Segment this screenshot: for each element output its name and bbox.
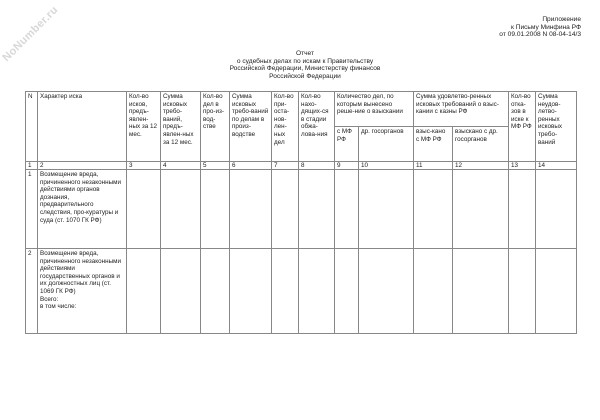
row-claim-text: Возмещение вреда, причиненного незаконными действиями государственных органов и их должностных лиц (ст. 1069 ГК РФ) bbox=[40, 250, 121, 295]
cell bbox=[127, 249, 161, 334]
appendix-line: к Письму Минфина РФ bbox=[510, 23, 581, 31]
table-row bbox=[26, 170, 577, 249]
appendix-note bbox=[499, 16, 581, 39]
cell bbox=[201, 170, 230, 249]
col-number: 9 bbox=[335, 162, 359, 170]
table-row bbox=[26, 249, 577, 334]
header-c13: Кол-во отка-зов в иске к МФ РФ bbox=[509, 92, 536, 162]
row-including-label: в том числе: bbox=[40, 303, 77, 311]
cell bbox=[359, 170, 414, 249]
col-number: 10 bbox=[359, 162, 414, 170]
cell bbox=[161, 249, 201, 334]
cell bbox=[359, 249, 414, 334]
cell bbox=[299, 249, 335, 334]
cell bbox=[161, 170, 201, 249]
col-number: 8 bbox=[299, 162, 335, 170]
header-claim-type: Характер иска bbox=[38, 92, 127, 162]
row-claim-type: Возмещение вреда, причиненного незаконными действиями органов дознания, предварительного следствия, про-куратуры и суда (ст. 1070 ГК РФ) bbox=[38, 170, 127, 249]
report-table bbox=[25, 91, 577, 334]
cell bbox=[335, 170, 359, 249]
cell bbox=[230, 249, 272, 334]
appendix-line: Приложение bbox=[542, 16, 581, 23]
row-number: 1 bbox=[26, 170, 38, 249]
col-number: 5 bbox=[201, 162, 230, 170]
col-number: 12 bbox=[453, 162, 509, 170]
header-c7: Кол-во при-оста-нов-лен-ных дел bbox=[272, 92, 299, 162]
header-c11: взыс-кано с МФ РФ bbox=[414, 127, 453, 162]
header-c14: Сумма неудов-летво-ренных исковых требо-ваний bbox=[536, 92, 577, 162]
col-number: 1 bbox=[26, 162, 38, 170]
title-line: Отчет bbox=[295, 50, 315, 57]
cell bbox=[201, 249, 230, 334]
cell bbox=[299, 170, 335, 249]
header-c4: Сумма исковых требо-ваний, предъ-явлен-ных за 12 мес. bbox=[161, 92, 201, 162]
header-c12: взыскано с др. госорганов bbox=[453, 127, 509, 162]
col-number: 13 bbox=[509, 162, 536, 170]
cell bbox=[127, 170, 161, 249]
cell bbox=[453, 249, 509, 334]
cell bbox=[414, 170, 453, 249]
cell bbox=[536, 249, 577, 334]
title-line: о судебных делах по искам к Правительству bbox=[236, 57, 374, 65]
cell bbox=[453, 170, 509, 249]
header-c10: др. госорганов bbox=[359, 127, 414, 162]
column-number-row bbox=[26, 162, 577, 170]
cell bbox=[509, 249, 536, 334]
title-line: Российской Федерации, Министерству финансов bbox=[229, 65, 381, 73]
header-group-decisions: Количество дел, по которым вынесено реше-ние о взыскании bbox=[335, 92, 414, 127]
watermark: NoNumber.ru bbox=[0, 3, 61, 65]
row-claim-type bbox=[38, 249, 127, 334]
cell bbox=[509, 170, 536, 249]
header-c6: Сумма исковых требо-ваний по делам в произ-водстве bbox=[230, 92, 272, 162]
cell bbox=[272, 249, 299, 334]
col-number: 11 bbox=[414, 162, 453, 170]
header-c5: Кол-во дел в про-из-вод-стве bbox=[201, 92, 230, 162]
header-c3: Кол-во исков, предъ-явлен-ных за 12 мес. bbox=[127, 92, 161, 162]
row-total-label: Всего: bbox=[40, 295, 59, 303]
header-c9: с МФ РФ bbox=[335, 127, 359, 162]
row-number: 2 bbox=[26, 249, 38, 334]
col-number: 2 bbox=[38, 162, 127, 170]
header-row bbox=[26, 92, 577, 127]
col-number: 4 bbox=[161, 162, 201, 170]
header-c8: Кол-во нахо-дящих-ся в стадии обжа-лова-ния bbox=[299, 92, 335, 162]
report-title bbox=[220, 50, 390, 80]
col-number: 3 bbox=[127, 162, 161, 170]
col-number: 14 bbox=[536, 162, 577, 170]
col-number: 6 bbox=[230, 162, 272, 170]
cell bbox=[536, 170, 577, 249]
cell bbox=[272, 170, 299, 249]
cell bbox=[414, 249, 453, 334]
appendix-line: от 09.01.2008 N 08-04-14/3 bbox=[499, 31, 581, 39]
cell bbox=[230, 170, 272, 249]
cell bbox=[335, 249, 359, 334]
header-group-satisfied: Сумма удовлетво-ренных исковых требований о взыс-кании с казны РФ bbox=[414, 92, 509, 127]
col-number: 7 bbox=[272, 162, 299, 170]
header-n: N bbox=[26, 92, 38, 162]
title-line: Российской Федерации bbox=[269, 72, 341, 80]
